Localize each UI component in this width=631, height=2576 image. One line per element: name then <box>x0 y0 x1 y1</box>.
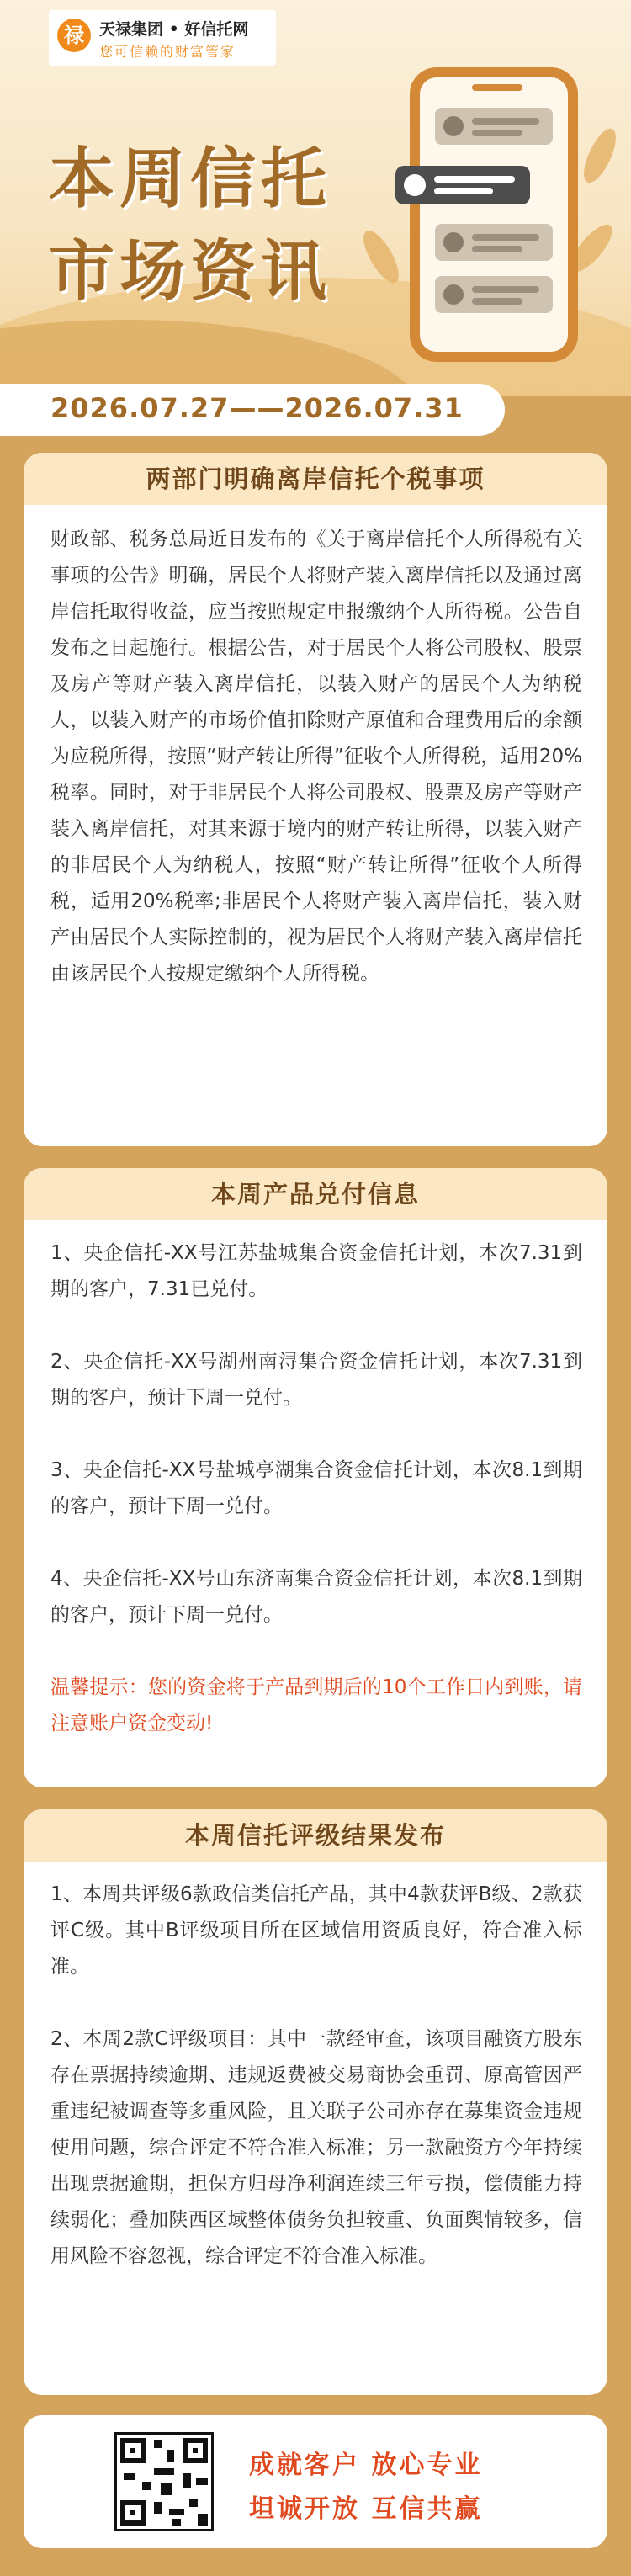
footer-slogan-1: 成就客户 放心专业 <box>249 2451 483 2480</box>
list-item: 2、本周2款C评级项目：其中一款经审查，该项目融资方股东存在票据持续逾期、违规返费被交易商协会重罚、原高管因严重违纪被调查等多重风险，且关联子公司亦存在募集资金违规使用问题，综合评定不符合准入标准；另一款融资方今年持续出现票据逾期，担保方归母净利润连续三年亏损，偿债能力持续弱化；叠加陕西区域整体债务负担较重、负面舆情较多，信用风险不容忽视，综合评定不符合准入标准。 <box>50 2028 582 2267</box>
list-item: 4、央企信托-XX号山东济南集合资金信托计划，本次8.1到期的客户，预计下周一兑付。 <box>50 1568 582 1626</box>
chat-bubble-icon <box>395 166 530 204</box>
hero-title-line-2: 市场资讯 <box>49 234 332 310</box>
hero-title-line-1: 本周信托 <box>49 141 332 217</box>
footer-slogan-2: 坦诚开放 互信共赢 <box>249 2494 483 2524</box>
brand-logo <box>49 10 276 66</box>
list-item: 2、央企信托-XX号湖州南浔集合资金信托计划，本次7.31到期的客户，预计下周一兑付。 <box>50 1351 582 1409</box>
section-title: 本周信托评级结果发布 <box>24 1809 607 1862</box>
list-item: 3、央企信托-XX号盐城亭湖集合资金信托计划，本次8.1到期的客户，预计下周一兑付。 <box>50 1459 582 1517</box>
brand-mark-icon: 禄 <box>57 19 91 52</box>
warning-notice: 温馨提示：您的资金将于产品到期后的10个工作日内到账，请注意账户资金变动! <box>50 1676 582 1734</box>
section-title: 本周产品兑付信息 <box>24 1168 607 1220</box>
section-tax <box>24 453 607 1146</box>
brand-name: 天禄集团 • 好信托网 <box>99 20 249 39</box>
section-title: 两部门明确离岸信托个税事项 <box>24 453 607 505</box>
date-banner <box>0 384 505 436</box>
section-payout <box>24 1168 607 1787</box>
section-body <box>50 522 582 992</box>
section-body <box>50 1235 582 1742</box>
section-rating <box>24 1809 607 2395</box>
list-item: 1、央企信托-XX号江苏盐城集合资金信托计划，本次7.31到期的客户，7.31已兑付。 <box>50 1242 582 1300</box>
qr-code-icon[interactable] <box>114 2432 214 2531</box>
footer <box>24 2415 607 2548</box>
tax-paragraph: 财政部、税务总局近日发布的《关于离岸信托个人所得税有关事项的公告》明确，居民个人将财产装入离岸信托以及通过离岸信托取得收益，应当按照规定申报缴纳个人所得税。公告自发布之日起施行。根据公告，对于居民个人将公司股权、股票及房产等财产装入离岸信托，以装入财产的居民个人为纳税人，以装入财产的市场价值扣除财产原值和合理费用后的余额为应税所得，按照“财产转让所得”征收个人所得税，适用20%税率。同时，对于非居民个人将公司股权、股票及房产等财产装入离岸信托，对其来源于境内的财产转让所得，以装入财产的非居民个人为纳税人，按照“财产转让所得”征收个人所得税，适用20%税率;非居民个人将财产装入离岸信托，装入财产由居民个人实际控制的，视为居民个人将财产装入离岸信托由该居民个人按规定缴纳个人所得税。 <box>50 528 582 985</box>
date-range: 2026.07.27——2026.07.31 <box>50 392 464 424</box>
brand-slogan: 您可信赖的财富管家 <box>99 44 236 60</box>
list-item: 1、本周共评级6款政信类信托产品，其中4款获评B级、2款获评C级。其中B评级项目所在区域信用资质良好，符合准入标准。 <box>50 1883 582 1978</box>
phone-illustration-icon <box>410 67 578 362</box>
section-body <box>50 1877 582 2275</box>
leaf-icon <box>577 125 622 187</box>
hero-header <box>0 0 631 396</box>
